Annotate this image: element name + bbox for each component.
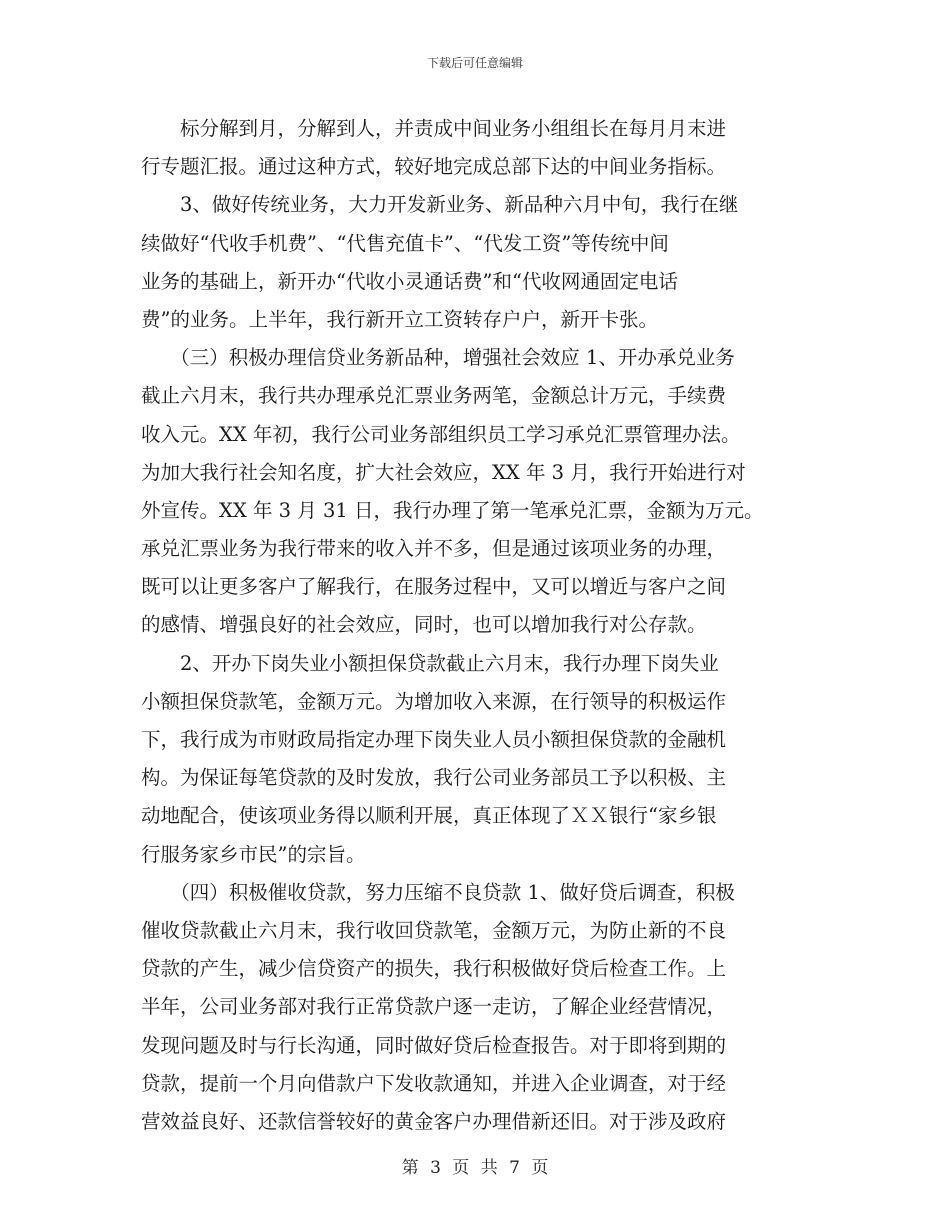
text-line: 小额担保贷款笔，金额万元。为增加收入来源，在行领导的积极运作 [141,689,727,713]
text-line: 续做好“代收手机费”、“代售充值卡”、“代发工资”等传统中间 [141,231,669,255]
text-line: 外宣传。XX 年 3 月 31 日，我行办理了第一笔承兑汇票，金额为万元。 [141,498,764,522]
text-line: （四）积极催收贷款，努力压缩不良贷款 1、做好贷后调查，积极 [141,880,735,904]
text-line: 的感情、增强良好的社会效应，同时，也可以增加我行对公存款。 [141,613,707,637]
text-line: 2、开办下岗失业小额担保贷款截止六月末，我行办理下岗失业 [141,651,719,675]
text-line: 贷款，提前一个月向借款户下发收款通知，并进入企业调查，对于经 [141,1071,727,1095]
text-line: 为加大我行社会知名度，扩大社会效应，XX 年 3 月，我行开始进行对 [141,460,746,484]
text-line: 发现问题及时与行长沟通，同时做好贷后检查报告。对于即将到期的 [141,1033,727,1057]
text-line: 费”的业务。上半年，我行新开立工资转存户户，新开卡张。 [141,307,658,331]
text-line: 标分解到月，分解到人，并责成中间业务小组组长在每月月末进 [141,117,727,140]
text-line: 行专题汇报。通过这种方式，较好地完成总部下达的中间业务指标。 [141,155,727,179]
text-line: 业务的基础上，新开办“代收小灵通话费”和“代收网通固定电话 [141,269,678,293]
page-header: 下载后可任意编辑 [426,56,523,70]
page-footer: 第 3 页 共 7 页 [401,1158,549,1178]
text-line: 催收贷款截止六月末，我行收回贷款笔，金额万元，为防止新的不良 [141,918,727,942]
text-line: （三）积极办理信贷业务新品种，增强社会效应 1、开办承兑业务 [141,346,735,370]
text-line: 半年，公司业务部对我行正常贷款户逐一走访，了解企业经营情况， [141,995,727,1019]
text-line: 承兑汇票业务为我行带来的收入并不多，但是通过该项业务的办理， [141,537,727,561]
text-line: 构。为保证每笔贷款的及时发放，我行公司业务部员工予以积极、主 [141,766,727,790]
text-line: 既可以让更多客户了解我行，在服务过程中，又可以增近与客户之间 [141,575,727,599]
text-line: 营效益良好、还款信誉较好的黄金客户办理借新还旧。对于涉及政府 [141,1109,727,1133]
text-line: 行服务家乡市民”的宗旨。 [141,842,366,866]
text-line: 3、做好传统业务，大力开发新业务、新品种六月中旬，我行在继 [141,193,739,217]
text-line: 收入元。XX 年初，我行公司业务部组织员工学习承兑汇票管理办法。 [141,422,741,446]
document-body [141,110,817,1141]
text-line: 下，我行成为市财政局指定办理下岗失业人员小额担保贷款的金融机 [141,728,727,751]
text-line: 截止六月末，我行共办理承兑汇票业务两笔，金额总计万元，手续费 [141,384,727,408]
text-line: 贷款的产生，减少信贷资产的损失，我行积极做好贷后检查工作。上 [141,957,727,981]
text-line: 动地配合，使该项业务得以顺利开展，真正体现了ＸＸ银行“家乡银 [141,804,717,828]
